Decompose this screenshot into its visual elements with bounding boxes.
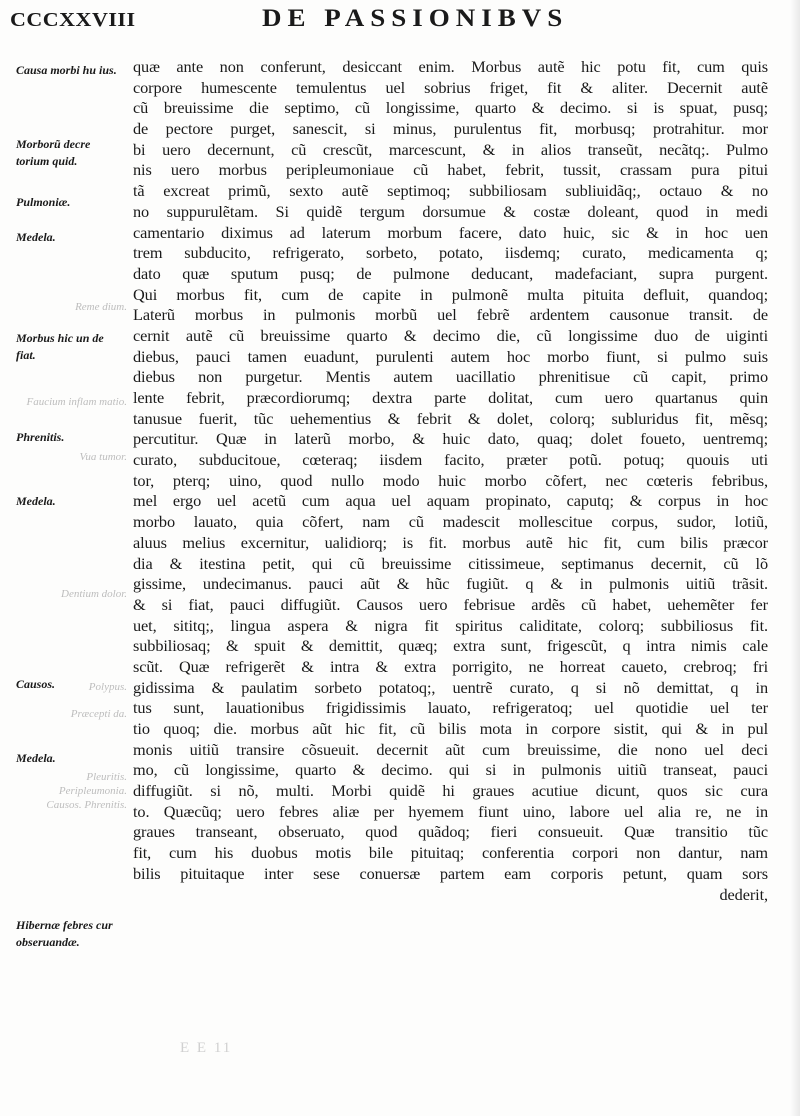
bleed-through-note: Pleuritis. Peripleumonia. Causos. Phrenitis. bbox=[46, 771, 127, 811]
text-line: de pectore purget, sanescit, si minus, purulentus fit, morbusq; protrahitur. mor bbox=[133, 119, 768, 139]
text-line: no suppurulẽtam. Si quidẽ tergum dorsumue & costæ doleant, quod in medi bbox=[133, 201, 768, 221]
text-line: diffugiũt. si nõ, multi. Morbi quidẽ hi graues acutiue dicunt, quos sic cura bbox=[133, 781, 768, 801]
running-head: DE PASSIONIBVS bbox=[262, 4, 569, 32]
margin-note-phrenitis: Phrenitis. bbox=[16, 430, 65, 444]
margin-note-medela3: Medela. bbox=[16, 751, 56, 765]
text-line: Laterũ morbus in pulmonis morbũ uel febrẽ ardentem causonue transit. de bbox=[133, 305, 768, 325]
text-line: monis uitiũ transire cõsueuit. decernit aũt cum breuissime, die nono uel deci bbox=[133, 739, 768, 759]
text-line: camentario diximus ad laterum morbum facere, dato huic, sic & in hoc uen bbox=[133, 222, 768, 242]
text-line: diebus, pauci tamen euadunt, purulenti autem hoc morbo fiunt, si pulmo suis bbox=[133, 346, 768, 366]
text-line: dederit, bbox=[719, 884, 768, 904]
bleed-through-note: Polypus. bbox=[88, 681, 127, 693]
text-line: tor, pterq; uino, quod nullo modo huic morbo cõfert, nec cœteris febribus, bbox=[133, 470, 768, 490]
bleed-through-note: Reme dium. bbox=[75, 301, 127, 313]
text-line: nis uero morbus peripleumoniaue cũ habet, febrit, tussit, crassam pura pitui bbox=[133, 160, 768, 180]
folio-number: CCCXXVIII bbox=[10, 8, 136, 31]
text-line: dato quæ sputum pusq; de pulmone deducant, madefaciant, supra purgent. bbox=[133, 263, 768, 283]
text-line: gidissima & paulatim sorbeto potatoq;, uentrẽ curato, q si nõ demittat, q in bbox=[133, 677, 768, 697]
margin-note-hibernae: Hibernæ febres cur obseruandæ. bbox=[16, 918, 113, 949]
text-line: percutitur. Quæ in laterũ morbo, & huic dato, quaq; dolet foueto, uentremq; bbox=[133, 429, 768, 449]
text-line: gissime, undecimanus. pauci aũt & hũc fugiũt. q & in pulmonis uitiũ trãsit. bbox=[133, 574, 768, 594]
text-line: subbiliosaq; & spuit & demittit, quæq; extra sunt, frigescũt, q intra nimis cale bbox=[133, 636, 768, 656]
text-line: curato, subducitoue, cœteraq; iisdem facito, præter potũ. potuq; quouis uti bbox=[133, 450, 768, 470]
text-line: fit, cum his duobus motis bile pituitaq; conferentia corpori non dantur, nam bbox=[133, 843, 768, 863]
text-line: diebus non purgetur. Mentis autem uacillatio phrenitisue cũ capit, primo bbox=[133, 367, 768, 387]
text-line: aluus melius excernitur, ualidiorq; is fit. morbus autẽ hic fit, cum bilis præcor bbox=[133, 532, 768, 552]
margin-note-medela1: Medela. bbox=[16, 230, 56, 244]
text-line: tã excreat primũ, sexto autẽ septimoq; subbiliosam subliuidãq;, octauo & no bbox=[133, 181, 768, 201]
bleed-through-note: Vua tumor. bbox=[79, 451, 127, 463]
page-edge-shadow bbox=[790, 0, 800, 1116]
margin-notes-column bbox=[0, 0, 126, 1116]
text-line: morbo lauato, quia cõfert, nam cũ madescit mollescitue corpus, sudor, lotiũ, bbox=[133, 512, 768, 532]
text-line: cernit autẽ cũ breuissime quarto & decimo die, cũ longissime duo de uiginti bbox=[133, 325, 768, 345]
text-line: mo, cũ longissime, quarto & decimo. qui si in pulmonis uitiũ transeat, pauci bbox=[133, 760, 768, 780]
margin-note-pulmoniae: Pulmoniæ. bbox=[16, 195, 71, 209]
text-line: bi uero decernunt, cũ crescũt, marcescunt, & in alios transeũt, necãtq;. Pulmo bbox=[133, 139, 768, 159]
text-line: tanusue fuerit, tũc uehementius & febrit & dolet, colorq; subluridus fit, mẽsq; bbox=[133, 408, 768, 428]
text-line: mel ergo uel acetũ cum aqua uel aquam propinato, caputq; & corpus in hoc bbox=[133, 491, 768, 511]
text-line: tio quoq; die. morbus aũt hic fit, cũ bilis mota in corpore sistit, qui & in pul bbox=[133, 719, 768, 738]
body-text bbox=[133, 57, 768, 905]
text-line: scũt. Quæ refrigerẽt & intra & extra porrigito, ne horreat caueto, crebroq; fri bbox=[133, 656, 768, 676]
margin-note-morbus-unde: Morbus hic un de fiat. bbox=[16, 331, 104, 362]
margin-note-causa: Causa morbi hu ius. bbox=[16, 63, 117, 77]
text-line: bilis pituitaque inter sese conuersæ partem eam corporis petunt, quam sors bbox=[133, 863, 768, 883]
text-line: lente febrit, præcordiorumq; dextra parte dolitat, cum uero quartanus quin bbox=[133, 388, 768, 407]
text-line: tus sunt, lauationibus frigidissimis lauato, refrigeratoq; uel quotidie uel ter bbox=[133, 698, 768, 718]
text-line: & si fiat, pauci diffugiũt. Causos uero febrisue ardẽs cũ habet, uehemẽter fer bbox=[133, 594, 768, 614]
text-line: Qui morbus fit, cum de capite in pulmonẽ multa pituita defluit, quandoq; bbox=[133, 284, 768, 304]
text-line: trem subducito, refrigerato, sorbeto, potato, iisdemq; curato, medicamenta q; bbox=[133, 243, 768, 263]
text-line: cũ breuissime die septimo, cũ longissime, quarto & decimo. si is spuat, pusq; bbox=[133, 98, 768, 118]
margin-note-causos: Causos. bbox=[16, 677, 56, 691]
margin-note-medela2: Medela. bbox=[16, 494, 56, 508]
text-line: quæ ante non conferunt, desiccant enim. Morbus autẽ hic potu fit, cum quis bbox=[133, 57, 768, 76]
text-line: dia & itestina petit, qui cũ breuissime citissimeue, septimanus decernit, cũ lõ bbox=[133, 553, 768, 573]
bleed-through-signature: E E 11 bbox=[180, 1040, 233, 1056]
text-line: corpore humescente temulentus uel sobrius friget, fit & aliter. Decernit autẽ bbox=[133, 77, 768, 97]
bleed-through-note: Faucium inflam matio. bbox=[26, 396, 127, 408]
text-line: graues transeant, obseruato, quod quãdoq; fieri consueuit. Quæ transitio tũc bbox=[133, 822, 768, 842]
bleed-through-note: Dentium dolor. bbox=[61, 588, 127, 600]
text-line: uet, sititq;, lingua aspera & nigra fit spiritus caliditate, colorq; subbiliosus fit. bbox=[133, 615, 768, 635]
margin-note-morborum: Morborũ decre torium quid. bbox=[16, 137, 91, 168]
bleed-through-note: Præcepti da. bbox=[70, 708, 127, 720]
text-line: to. Quæcũq; uero febres aliæ per hyemem fiunt uino, labore uel alia re, ne in bbox=[133, 801, 768, 821]
